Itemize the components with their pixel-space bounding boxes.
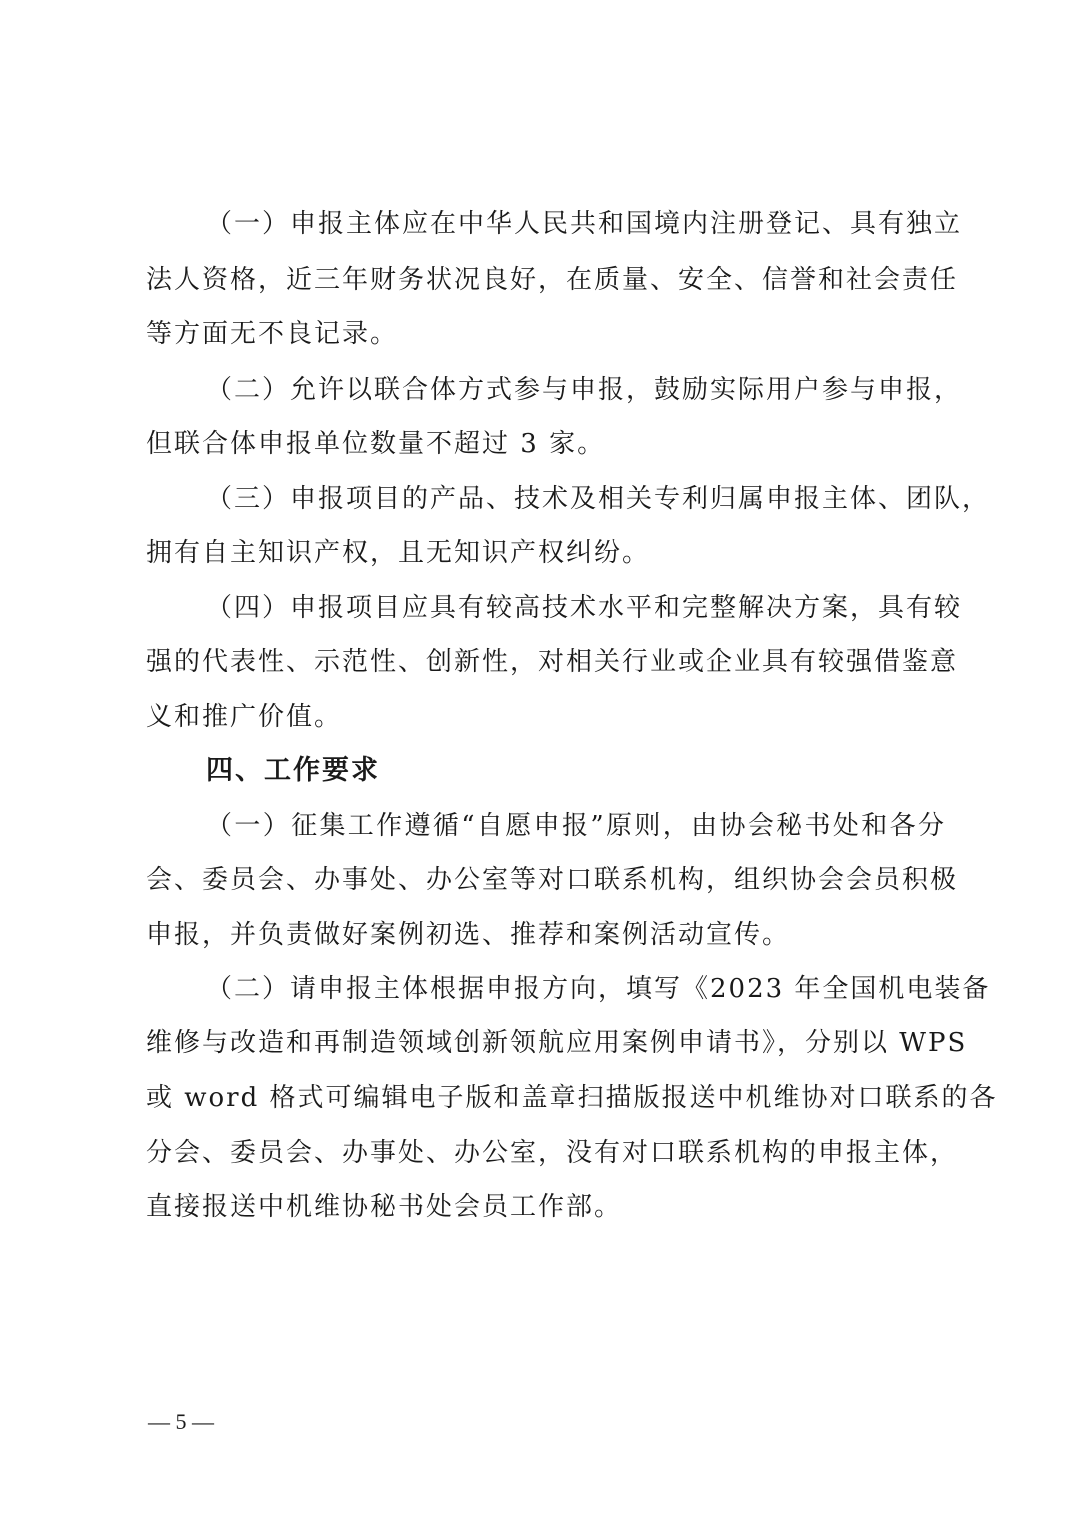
paragraph-line: 会、委员会、办事处、办公室等对口联系机构，组织协会会员积极 <box>146 865 959 895</box>
paragraph-line: （二）允许以联合体方式参与申报，鼓励实际用户参与申报， <box>206 375 963 405</box>
paragraph-line: （一）申报主体应在中华人民共和国境内注册登记、具有独立 <box>206 209 963 239</box>
paragraph-line: （一）征集工作遵循“自愿申报”原则，由协会秘书处和各分 <box>206 811 946 841</box>
paragraph-line: （二）请申报主体根据申报方向，填写《2023 年全国机电装备 <box>206 974 991 1004</box>
paragraph-line: （三）申报项目的产品、技术及相关专利归属申报主体、团队， <box>206 484 991 514</box>
paragraph-line: 申报，并负责做好案例初选、推荐和案例活动宣传。 <box>146 920 791 950</box>
page-number: — 5 — <box>148 1409 214 1434</box>
paragraph-line: 直接报送中机维协秘书处会员工作部。 <box>146 1192 623 1222</box>
paragraph-line: 分会、委员会、办事处、办公室，没有对口联系机构的申报主体， <box>146 1138 959 1168</box>
paragraph-line: 义和推广价值。 <box>146 702 343 732</box>
paragraph-line: （四）申报项目应具有较高技术水平和完整解决方案，具有较 <box>206 593 963 623</box>
paragraph-line: 维修与改造和再制造领域创新领航应用案例申请书》，分别以 WPS <box>146 1028 968 1058</box>
paragraph-line: 等方面无不良记录。 <box>146 319 399 349</box>
section-heading: 四、工作要求 <box>206 755 380 786</box>
paragraph-line: 法人资格，近三年财务状况良好，在质量、安全、信誉和社会责任 <box>146 265 959 295</box>
paragraph-line: 但联合体申报单位数量不超过 3 家。 <box>146 429 606 459</box>
paragraph-line: 强的代表性、示范性、创新性，对相关行业或企业具有较强借鉴意 <box>146 647 959 677</box>
paragraph-line: 或 word 格式可编辑电子版和盖章扫描版报送中机维协对口联系的各 <box>146 1083 998 1113</box>
paragraph-line: 拥有自主知识产权，且无知识产权纠纷。 <box>146 538 651 568</box>
